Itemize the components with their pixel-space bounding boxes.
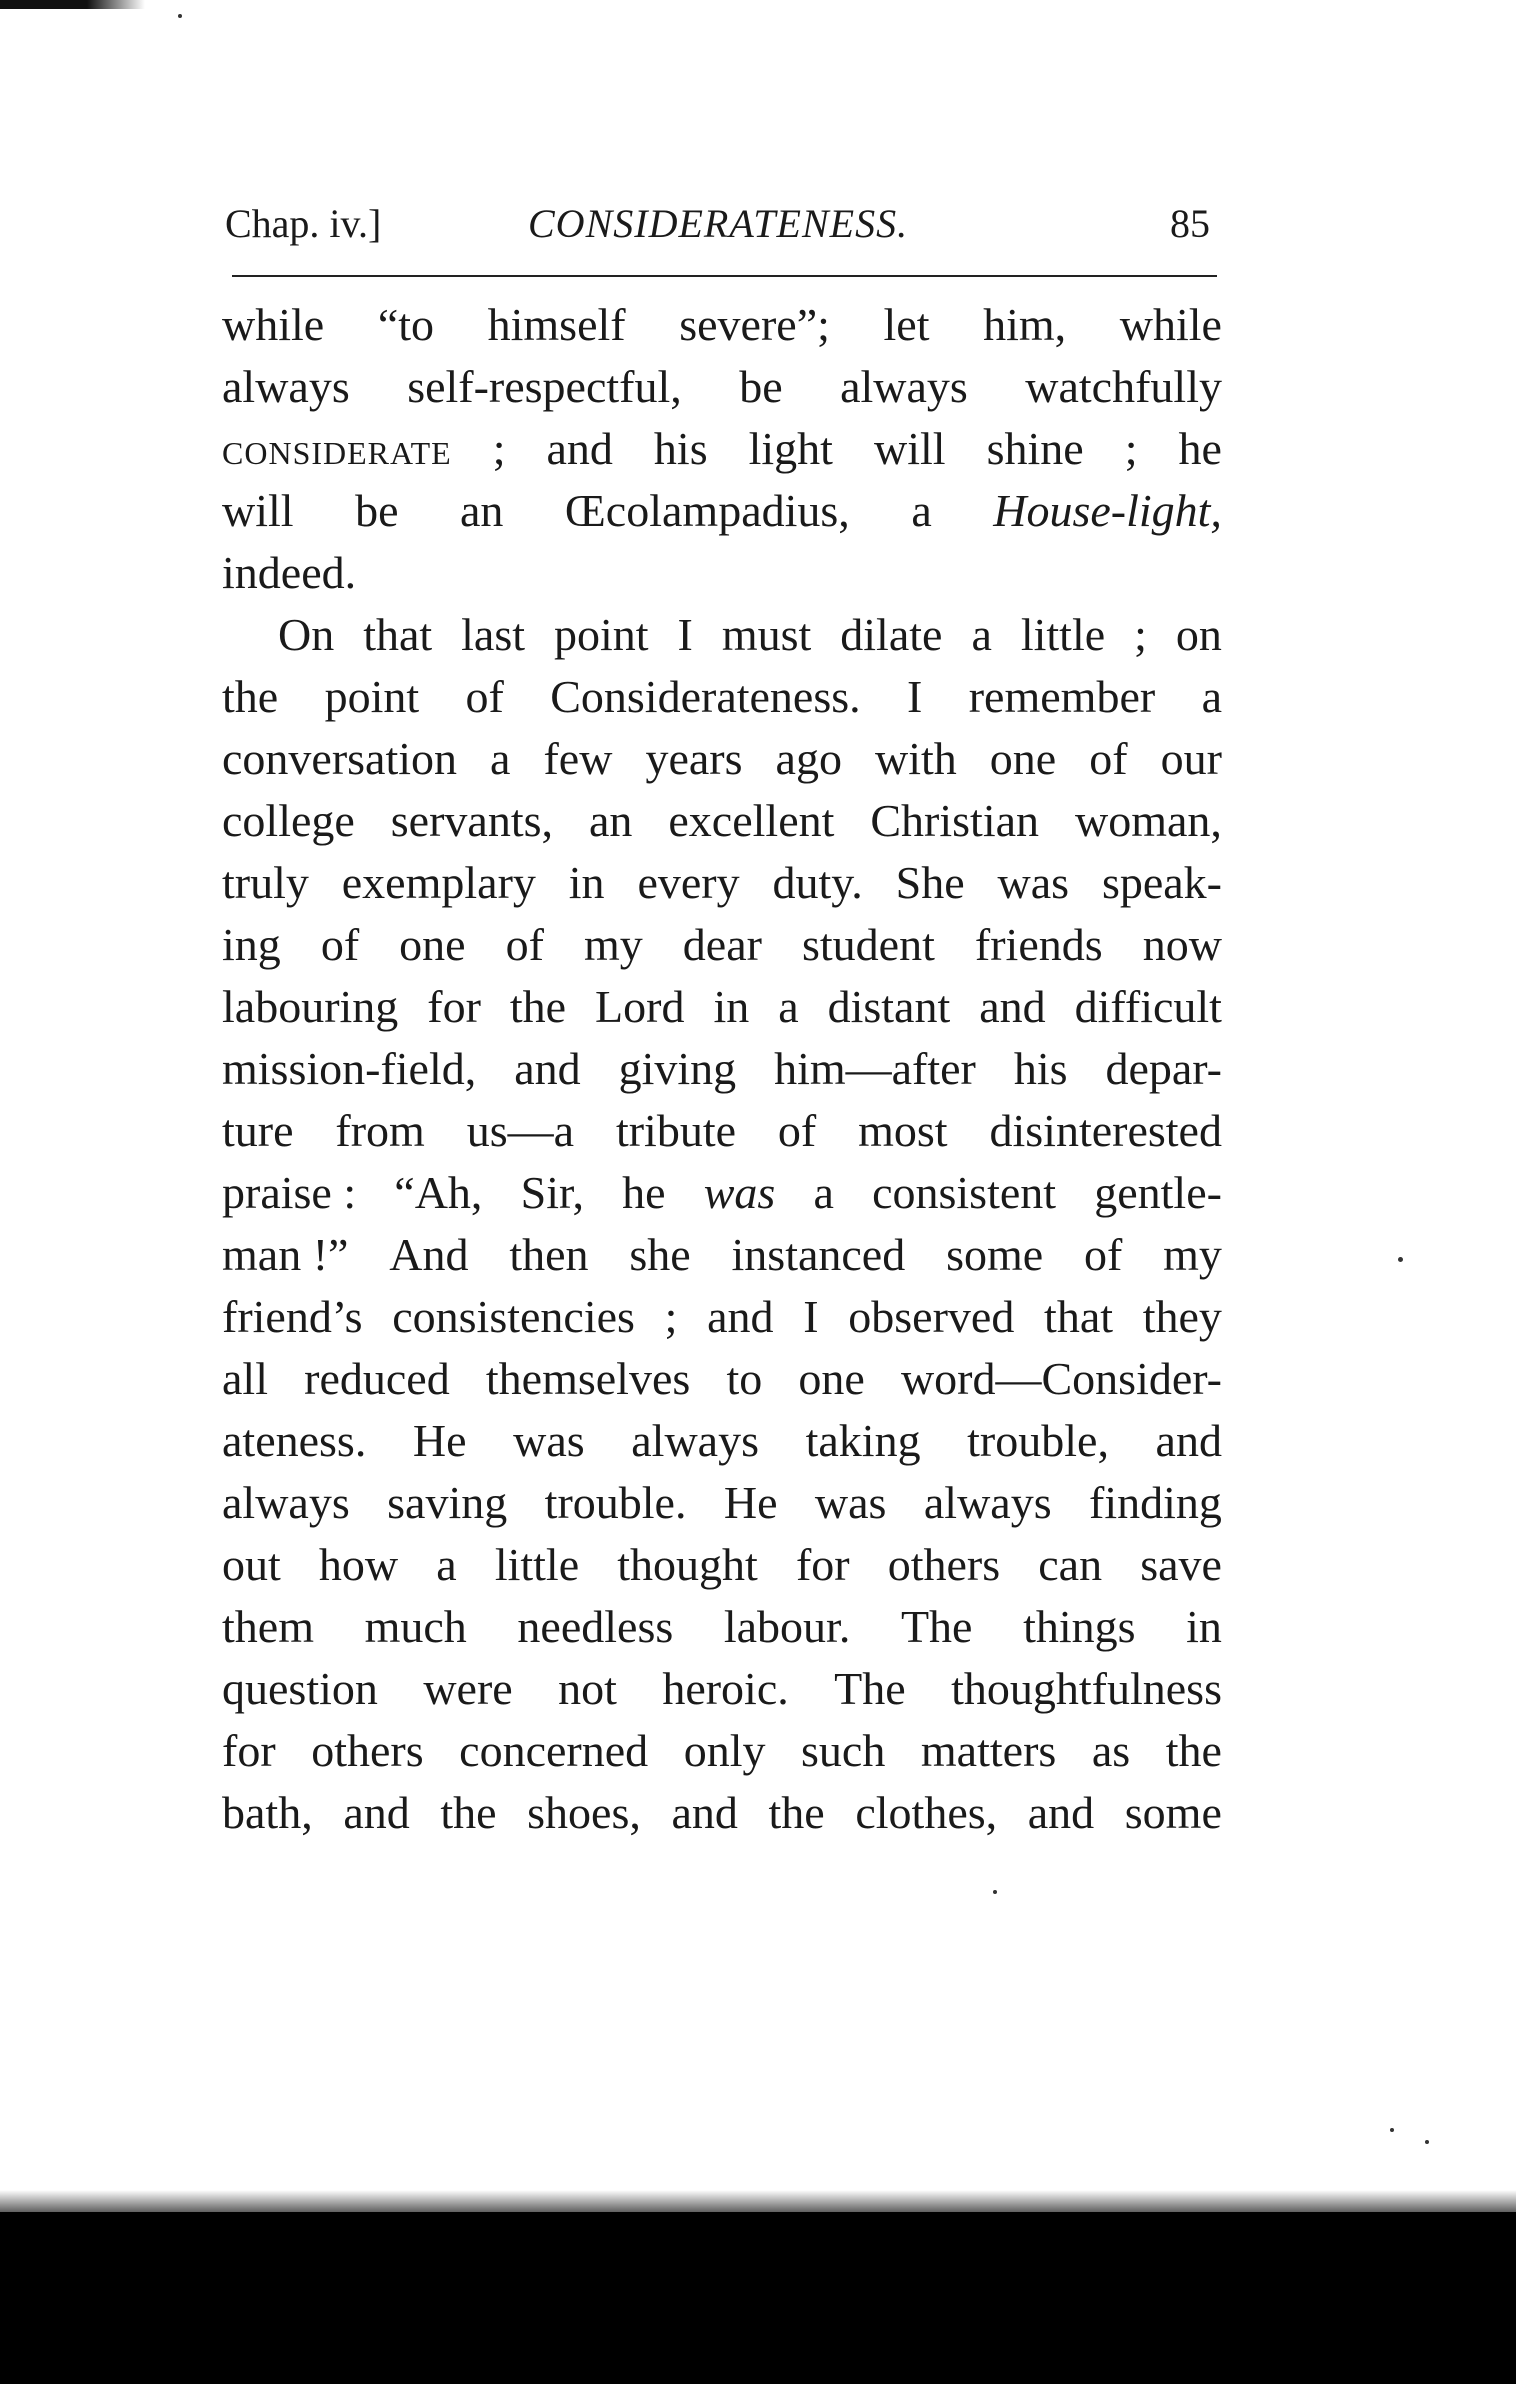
word: giving [618,1043,737,1094]
text-line [222,1782,1222,1844]
text-line [222,1162,1222,1224]
word: in [1186,1601,1222,1652]
word: thoughtfulness [951,1663,1222,1714]
word: only [683,1725,766,1776]
word: shoes, [527,1787,641,1838]
text-line [222,542,1222,604]
word: instanced [731,1229,906,1280]
body-text [222,294,1222,1844]
word: word—Consider- [900,1353,1222,1404]
text-line [222,790,1222,852]
word: The [834,1663,906,1714]
word: the [440,1787,497,1838]
word: years [645,733,743,784]
italic-word: was [703,1167,776,1218]
word: such [801,1725,886,1776]
word: And [389,1229,469,1280]
word: others [311,1725,424,1776]
word: conversation [222,733,458,784]
word: I [803,1291,819,1342]
text-line [222,852,1222,914]
word: him—after [774,1043,976,1094]
word: one [989,733,1057,784]
word: truly [222,857,309,908]
word: out [222,1539,281,1590]
word: some [1124,1787,1222,1838]
word: indeed. [222,547,357,598]
word: depar- [1105,1043,1222,1094]
word: while [222,299,325,350]
word: a [911,485,932,536]
word: ing [222,919,281,970]
word: finding [1089,1477,1222,1528]
word: always [222,361,350,412]
scan-border [0,2212,1516,2384]
text-line [222,1100,1222,1162]
word: student [801,919,935,970]
word: must [721,609,812,660]
word: from [335,1105,425,1156]
word: consistencies [392,1291,635,1342]
word: every [637,857,740,908]
word: always [923,1477,1052,1528]
word: and [671,1787,738,1838]
word: man !” [222,1229,349,1280]
word: can [1038,1539,1103,1590]
word: in [568,857,605,908]
text-line [222,1348,1222,1410]
word: most [858,1105,948,1156]
word: others [887,1539,1001,1590]
word: then [509,1229,589,1280]
word: with [874,733,957,784]
word: a [971,609,992,660]
word: college [222,795,355,846]
word: consistent [872,1167,1057,1218]
word: matters [920,1725,1057,1776]
word: thought [617,1539,758,1590]
word: to [726,1353,763,1404]
word: duty. [772,857,863,908]
word: while [1119,299,1222,350]
word: Sir, [520,1167,584,1218]
word: the [1165,1725,1222,1776]
word: our [1160,733,1222,784]
word: for [222,1725,276,1776]
word: question [222,1663,378,1714]
text-line [222,914,1222,976]
word: ; [1124,423,1138,474]
word: Œcolampadius, [564,485,850,536]
text-line [222,418,1222,480]
word: things [1023,1601,1136,1652]
word: an [589,795,633,846]
word: and [1155,1415,1222,1466]
word: trouble, [967,1415,1109,1466]
word: his [653,423,708,474]
word: shine [986,423,1084,474]
word: be [739,361,783,412]
word: be [355,485,399,536]
word: difficult [1074,981,1222,1032]
word: will [873,423,946,474]
word: Christian [870,795,1040,846]
word: point [324,671,420,722]
word: dear [682,919,762,970]
text-line [222,1720,1222,1782]
chapter-reference: Chap. iv.] [225,201,382,246]
word: he [622,1167,666,1218]
paragraph-first-line [222,604,1222,666]
word: friend’s [222,1291,363,1342]
text-line [222,1472,1222,1534]
word: labouring [222,981,399,1032]
word: He [412,1415,467,1466]
word: of [320,919,360,970]
word: a [490,733,511,784]
word: his [1013,1043,1068,1094]
word: in [713,981,750,1032]
word: and [546,423,613,474]
word: the [509,981,567,1032]
word: she [629,1229,691,1280]
scan-speck [1390,2128,1394,2132]
italic-word: House-light, [993,485,1222,536]
word: always [840,361,968,412]
word: and [343,1787,410,1838]
word: let [883,299,930,350]
word: was [997,857,1070,908]
word: saving [387,1477,508,1528]
word: of [505,919,544,970]
word: The [900,1601,973,1652]
word: speak- [1101,857,1222,908]
word: an [459,485,504,536]
text-line [222,1658,1222,1720]
word: disinterested [989,1105,1222,1156]
word: heroic. [662,1663,789,1714]
text-line [222,666,1222,728]
word: little [1020,609,1106,660]
word: he [1178,423,1222,474]
word: and [979,981,1046,1032]
word: praise : [222,1167,357,1218]
word: self-respectful, [407,361,682,412]
word: “Ah, [394,1167,483,1218]
scan-corner-mark [0,0,145,9]
word: himself [487,299,626,350]
word: servants, [390,795,554,846]
word: reduced [304,1353,450,1404]
word: them [222,1601,314,1652]
text-line [222,728,1222,790]
word: He [723,1477,778,1528]
word: was [814,1477,887,1528]
header-rule [232,275,1217,277]
word: needless [517,1601,674,1652]
word: point [554,609,649,660]
word: taking [805,1415,921,1466]
word: for [795,1539,850,1590]
word: friends [974,919,1103,970]
word: ture [222,1105,294,1156]
word: the [222,671,279,722]
word: were [423,1663,513,1714]
running-head [225,200,1220,260]
word: ago [775,733,842,784]
word: for [427,981,481,1032]
word: gentle- [1094,1167,1222,1218]
word: of [465,671,504,722]
word: save [1140,1539,1222,1590]
word: and [514,1043,581,1094]
word: a [813,1167,834,1218]
word: not [558,1663,617,1714]
word: one [399,919,466,970]
word: remember [968,671,1156,722]
word: that [363,609,433,660]
text-line [222,294,1222,356]
word: last [461,609,526,660]
text-line [222,1410,1222,1472]
word: little [494,1539,580,1590]
word: mission-field, [222,1043,477,1094]
word: light [748,423,833,474]
word: woman, [1075,795,1222,846]
scan-speck [1398,1257,1403,1262]
word: all [222,1353,268,1404]
word: much [364,1601,467,1652]
word: I [677,609,693,660]
text-line [222,1038,1222,1100]
word: now [1142,919,1222,970]
word: watchfully [1025,361,1222,412]
text-line [222,480,1222,542]
text-line [222,1286,1222,1348]
word: ateness. [222,1415,367,1466]
word: ; [664,1291,678,1342]
word: will [222,485,294,536]
word: clothes, [855,1787,998,1838]
word: always [222,1477,350,1528]
small-caps-word: CONSIDERATE [222,435,452,471]
word: Considerateness. [550,671,861,722]
word: tribute [615,1105,737,1156]
word: excellent [668,795,835,846]
word: severe”; [679,299,830,350]
word: concerned [459,1725,649,1776]
word: always [631,1415,760,1466]
scan-speck [993,1890,997,1894]
word: and [707,1291,774,1342]
chapter-title: CONSIDERATENESS. [528,201,909,246]
word: exemplary [341,857,536,908]
word: was [513,1415,585,1466]
word: of [1089,733,1128,784]
word: “to [377,299,435,350]
word: dilate [840,609,943,660]
text-line [222,1224,1222,1286]
word: some [946,1229,1044,1280]
word: my [1163,1229,1222,1280]
word: observed [848,1291,1015,1342]
text-line [222,356,1222,418]
scan-speck [1425,2140,1429,2144]
word: my [583,919,643,970]
word: ; [1134,609,1147,660]
word: few [543,733,613,784]
word: trouble. [544,1477,687,1528]
scan-speck [178,14,182,18]
word: On [278,609,335,660]
word: one [798,1353,865,1404]
text-line [222,1534,1222,1596]
word: him, [983,299,1067,350]
word: a [436,1539,457,1590]
text-line [222,1596,1222,1658]
word: a [1201,671,1222,722]
word: I [907,671,923,722]
word: on [1175,609,1222,660]
word: and [1027,1787,1095,1838]
word: the [768,1787,825,1838]
word: ; [492,423,506,474]
word: us—a [466,1105,575,1156]
page-number: 85 [1170,201,1210,246]
word: that [1044,1291,1114,1342]
word: bath, [222,1787,313,1838]
word: a [778,981,799,1032]
word: as [1091,1725,1131,1776]
word: of [777,1105,817,1156]
text-line [222,976,1222,1038]
word: Lord [595,981,685,1032]
word: distant [827,981,951,1032]
word: they [1142,1291,1222,1342]
word: themselves [485,1353,691,1404]
word: of [1084,1229,1123,1280]
word: how [318,1539,399,1590]
word: labour. [723,1601,851,1652]
word: She [895,857,965,908]
